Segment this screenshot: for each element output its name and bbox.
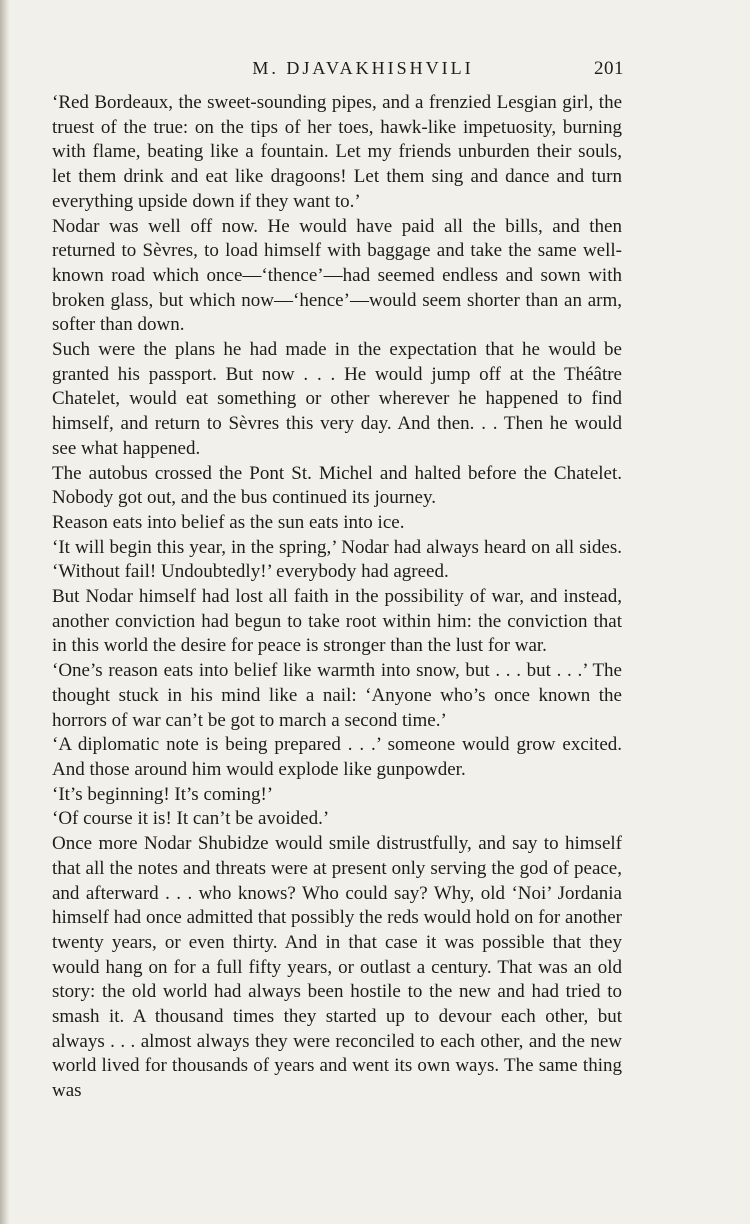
paragraph: ‘Of course it is! It can’t be avoided.’	[52, 808, 330, 830]
paragraph: Nodar was well off now. He would have paid all the bills, and then returned to Sèvres, to load himself with baggage and take the same well-known road which once—‘thence’—had seemed endless and sown with broken glass, but which now—‘hence’—would seem shorter than an arm, softer than down.	[52, 215, 622, 336]
paragraph: ‘One’s reason eats into belief like warmth into snow, but . . . but . . .’ The thought stuck in his mind like a nail: ‘Anyone who’s once known the horrors of war can’t be got to march a second time.’	[52, 660, 622, 731]
running-head: M. DJAVAKHISHVILI	[252, 58, 474, 78]
paragraph: Reason eats into belief as the sun eats into ice.	[52, 511, 405, 533]
paragraph: ‘A diplomatic note is being prepared . . .’ someone would grow excited. And those around him would explode like gunpowder.	[52, 734, 622, 780]
page-number: 201	[594, 58, 624, 79]
paragraph: Once more Nodar Shubidze would smile distrustfully, and say to himself that all the notes and threats were at present only serving the god of peace, and afterward . . . who knows? Who could say? Why, old ‘Noi’ Jordania himself had once admitted that possibly the reds would hold on for another twenty years, or even thirty. And in that case it was possible that they would hang on for a full fifty years, or outlast a century. That was an old story: the old world had always been hostile to the new and had tried to smash it. A thousand times they started up to devour each other, but always . . . almost always they were reconciled to each other, and the new world lived for thousands of years and went its own ways. The same thing was	[52, 833, 622, 1102]
paragraph: ‘Red Bordeaux, the sweet-sounding pipes, and a frenzied Lesgian girl, the truest of the true: on the tips of her toes, hawk-like impetuosity, burning with flame, beating like a fountain. Let my friends unburden their souls, let them drink and eat like dragoons! Let them sing and dance and turn everything upside down if they want to.’	[52, 92, 622, 212]
paragraph: The autobus crossed the Pont St. Michel and halted before the Chatelet. Nobody got out, and the bus continued its journey.	[52, 462, 622, 509]
body-text	[52, 91, 622, 1104]
page-header	[52, 58, 624, 84]
paragraph: ‘It’s beginning! It’s coming!’	[52, 783, 274, 805]
paragraph: But Nodar himself had lost all faith in the possibility of war, and instead, another conviction had begun to take root within him: the conviction that in this world the desire for peace is stronger than the lust for war.	[52, 586, 622, 657]
paragraph: ‘It will begin this year, in the spring,’ Nodar had always heard on all sides. ‘Without fail! Undoubtedly!’ everybody had agreed.	[52, 536, 622, 583]
paragraph: Such were the plans he had made in the expectation that he would be granted his passport. But now . . . He would jump off at the Théâtre Chatelet, would eat something or other wherever he happened to find himself, and return to Sèvres this very day. And then. . . Then he would see what happened.	[52, 339, 622, 459]
page-binding-shadow	[0, 0, 10, 1224]
